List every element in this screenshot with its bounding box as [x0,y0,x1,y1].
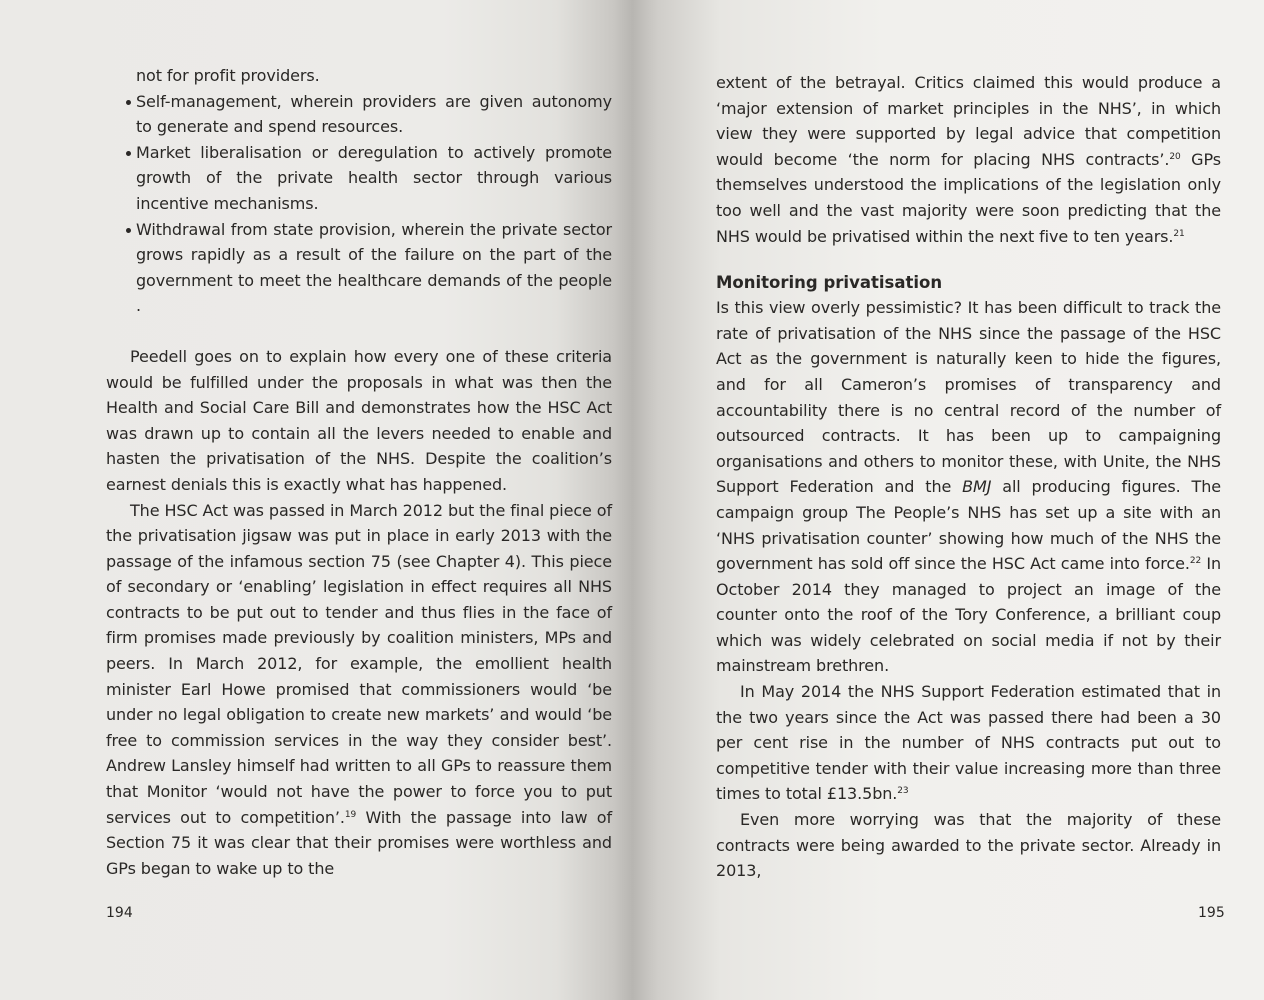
bullet-item [106,140,612,217]
bullet-dot-icon [126,151,131,156]
paragraph [716,70,1221,249]
paragraph-text: In May 2014 the NHS Support Federation estimated that in the two years since the Act was passed there had been a 30 per cent rise in the number of NHS contracts put out to competitive tender with their value increasing more than three times to total £13.5bn. [716,682,1221,804]
bullet-text: Withdrawal from state provision, wherein the private sector grows rapidly as a result of the failure on the part of the government to meet the healthcare demands of the people . [136,219,612,316]
bullet-continuation [106,63,612,89]
bullet-item [106,217,612,319]
paragraph [716,807,1221,884]
paragraph [716,679,1221,807]
paragraph-text: GPs themselves understood the implications of the legislation only too well and the vast majority were soon predicting that the NHS would be privatised within the next five to ten years. [716,149,1221,246]
paragraph-text: Is this view overly pessimistic? It has been difficult to track the rate of privatisation of the NHS since the passage of the HSC Act as the government is naturally keen to hide the figures, and for all Cameron’s promises of transparency and accountability there is no central record of the number of outsourced contracts. It has been up to campaigning organisations and others to monitor these, with Unite, the NHS Support Federation and the [716,298,1221,497]
footnote-ref: 22 [1189,556,1202,567]
paragraph-text: The HSC Act was passed in March 2012 but the final piece of the privatisation jigsaw was put in place in early 2013 with the passage of the infamous section 75 (see Chapter 4). This piece of secondary or ‘enabling’ legislation in effect requires all NHS contracts to be put out to tender and thus flies in the face of firm promises made previously by coalition ministers, MPs and peers. In March 2012, for example, the emollient health minister Earl Howe promised that commissioners would ‘be under no legal obligation to create new markets’ and would ‘be free to commission services in the way they consider best’. Andrew Lansley himself had written to all GPs to reassure them that Monitor ‘would not have the power to force you to put services out to competition’. [106,500,612,827]
page-number: 195 [1198,905,1225,921]
paragraph-text: With the passage into law of Section 75 it was clear that their promises were worthless and GPs began to wake up to the [106,807,613,878]
paragraph-text: extent of the betrayal. Critics claimed this would produce a ‘major extension of market principles in the NHS’, in which view they were supported by legal advice that competition would become ‘the norm for placing NHS contracts’. [716,73,1221,169]
paragraph [106,344,612,498]
right-page [632,0,1264,1000]
continued-line: not for profit providers. [136,66,320,85]
footnote-ref: 21 [1173,228,1185,239]
right-page-body [716,70,1221,884]
paragraph-text: In October 2014 they managed to project an image of the counter onto the roof of the Tory Conference, a brilliant coup which was widely celebrated on social media if not by their mainstream brethren. [716,554,1221,676]
section-heading: Monitoring privatisation [716,273,943,293]
footnote-ref: 19 [344,809,357,820]
bullet-dot-icon [126,100,131,105]
paragraph-text: Even more worrying was that the majority of these contracts were being awarded to the private sector. Already in 2013, [716,810,1221,881]
bullet-dot-icon [126,228,131,233]
footnote-ref: 23 [897,786,909,797]
left-page-body [106,63,612,881]
paragraph [106,498,612,882]
bullet-item [106,89,612,140]
paragraph-text: all producing figures. The campaign group The People’s NHS has set up a site with an ‘NHS privatisation counter’ showing how much of the NHS the government has sold off since the HSC Act came into force. [716,477,1221,574]
bullet-text: Self-management, wherein providers are given autonomy to generate and spend resources. [136,91,612,137]
footnote-ref: 20 [1169,151,1181,162]
bullet-text: Market liberalisation or deregulation to actively promote growth of the private health sector through various incentive mechanisms. [136,142,612,213]
italic-title: BMJ [962,477,992,497]
paragraph [716,295,1221,679]
page-number: 194 [106,905,133,921]
paragraph-text: Peedell goes on to explain how every one of these criteria would be fulfilled under the proposals in what was then the Health and Social Care Bill and demonstrates how the HSC Act was drawn up to contain all the levers needed to enable and hasten the privatisation of the NHS. Despite the coalition’s earnest denials this is exactly what has happened. [106,346,612,494]
bullet-list [106,63,612,319]
